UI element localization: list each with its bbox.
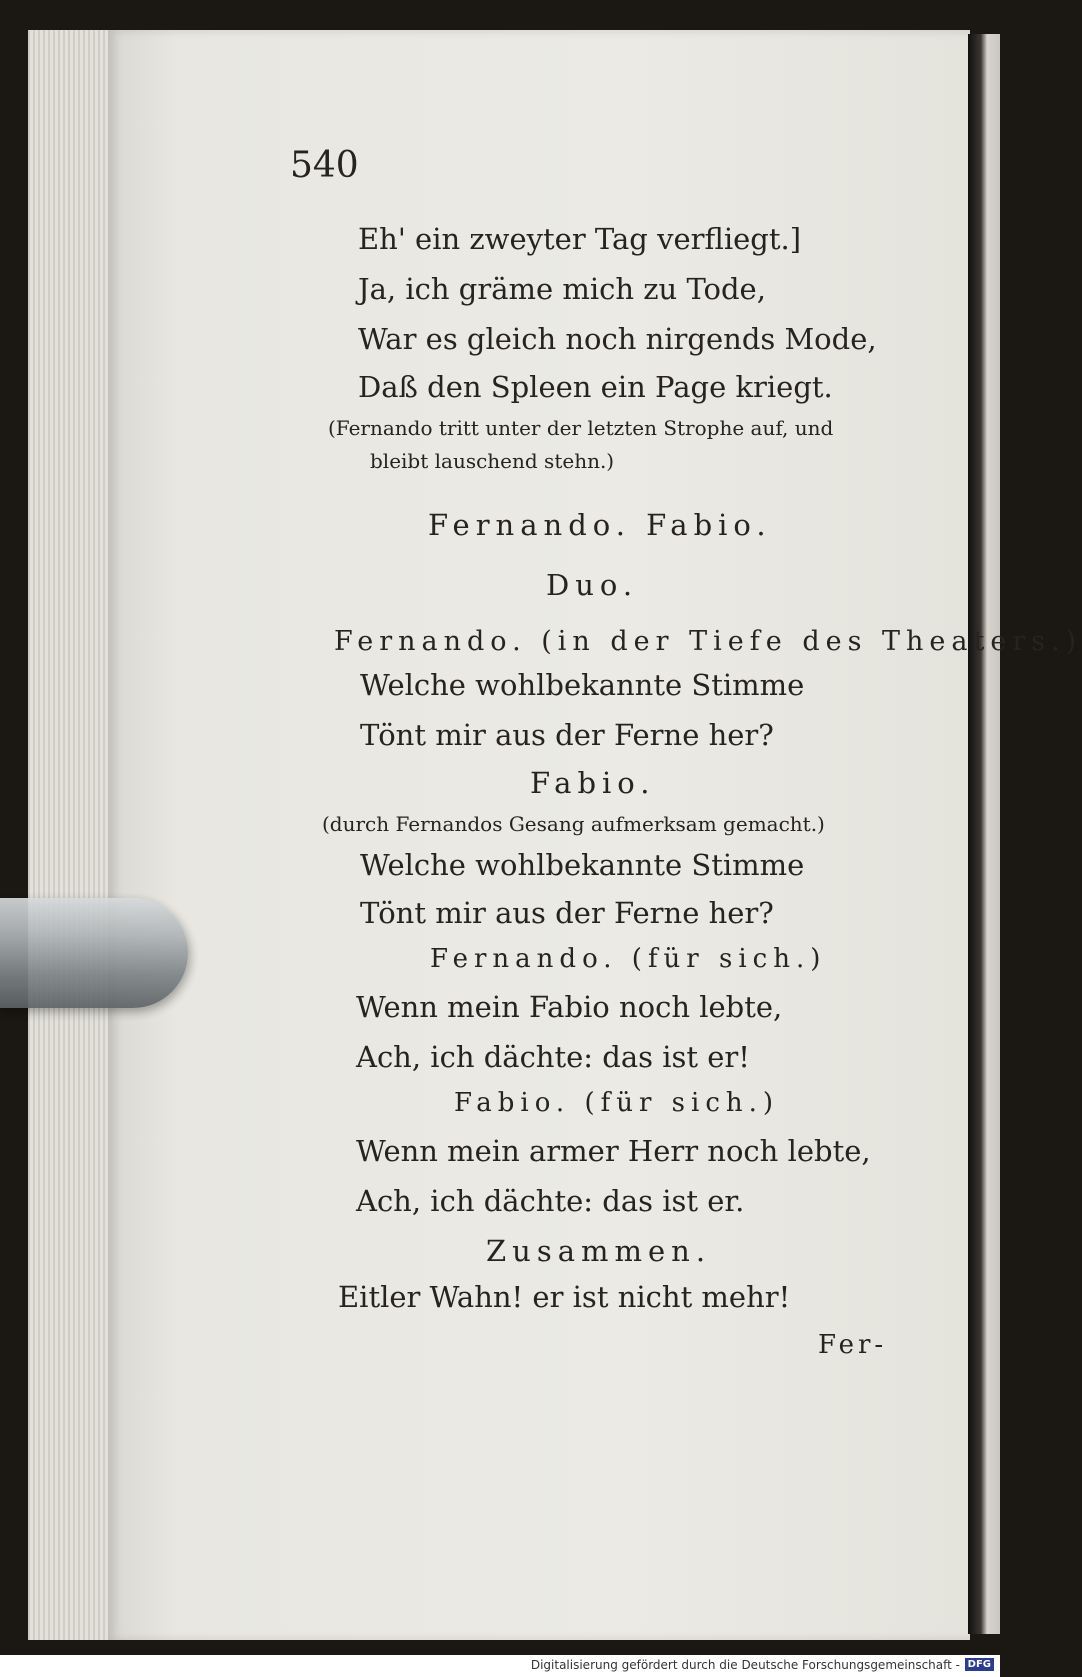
stage-direction: (durch Fernandos Gesang aufmerksam gemacht.) bbox=[322, 812, 825, 836]
verse-line: Eitler Wahn! er ist nicht mehr! bbox=[338, 1280, 791, 1314]
verse-line: War es gleich noch nirgends Mode, bbox=[358, 322, 877, 356]
stage-direction: (Fernando tritt unter der letzten Strophe auf, und bbox=[328, 416, 834, 440]
verse-line: Ach, ich dächte: das ist er. bbox=[356, 1184, 745, 1218]
verse-line: Ja, ich gräme mich zu Tode, bbox=[358, 272, 766, 306]
verse-line: Welche wohlbekannte Stimme bbox=[360, 668, 805, 702]
speaker-line: Fernando. (für sich.) bbox=[430, 944, 827, 974]
dfg-logo: DFG bbox=[965, 1658, 994, 1671]
verse-line: Tönt mir aus der Ferne her? bbox=[360, 718, 774, 752]
page-holder-clip bbox=[0, 898, 188, 1008]
speaker-name: Fabio. bbox=[530, 766, 656, 800]
verse-line: Daß den Spleen ein Page kriegt. bbox=[358, 370, 833, 404]
verse-line: Ach, ich dächte: das ist er! bbox=[356, 1040, 750, 1074]
catchword: Fer- bbox=[818, 1330, 888, 1360]
section-heading: Duo. bbox=[546, 568, 639, 602]
scene-characters: Fernando. Fabio. bbox=[428, 508, 772, 542]
page-number: 540 bbox=[290, 145, 359, 186]
verse-line: Welche wohlbekannte Stimme bbox=[360, 848, 805, 882]
verse-line: Wenn mein Fabio noch lebte, bbox=[356, 990, 783, 1024]
page-edges bbox=[28, 30, 112, 1640]
verse-line: Tönt mir aus der Ferne her? bbox=[360, 896, 774, 930]
verse-line: Wenn mein armer Herr noch lebte, bbox=[356, 1134, 871, 1168]
speaker-line: Fernando. (in der Tiefe des Theaters.) bbox=[334, 626, 1082, 657]
speaker-name: Zusammen. bbox=[486, 1234, 712, 1268]
footer-credit: Digitalisierung gefördert durch die Deutsche Forschungsgemeinschaft - bbox=[530, 1658, 960, 1672]
verse-line: Eh' ein zweyter Tag verfliegt.] bbox=[358, 222, 802, 256]
speaker-line: Fabio. (für sich.) bbox=[454, 1088, 780, 1118]
stage-direction: bleibt lauschend stehn.) bbox=[370, 449, 615, 473]
book-gutter bbox=[968, 34, 1000, 1634]
